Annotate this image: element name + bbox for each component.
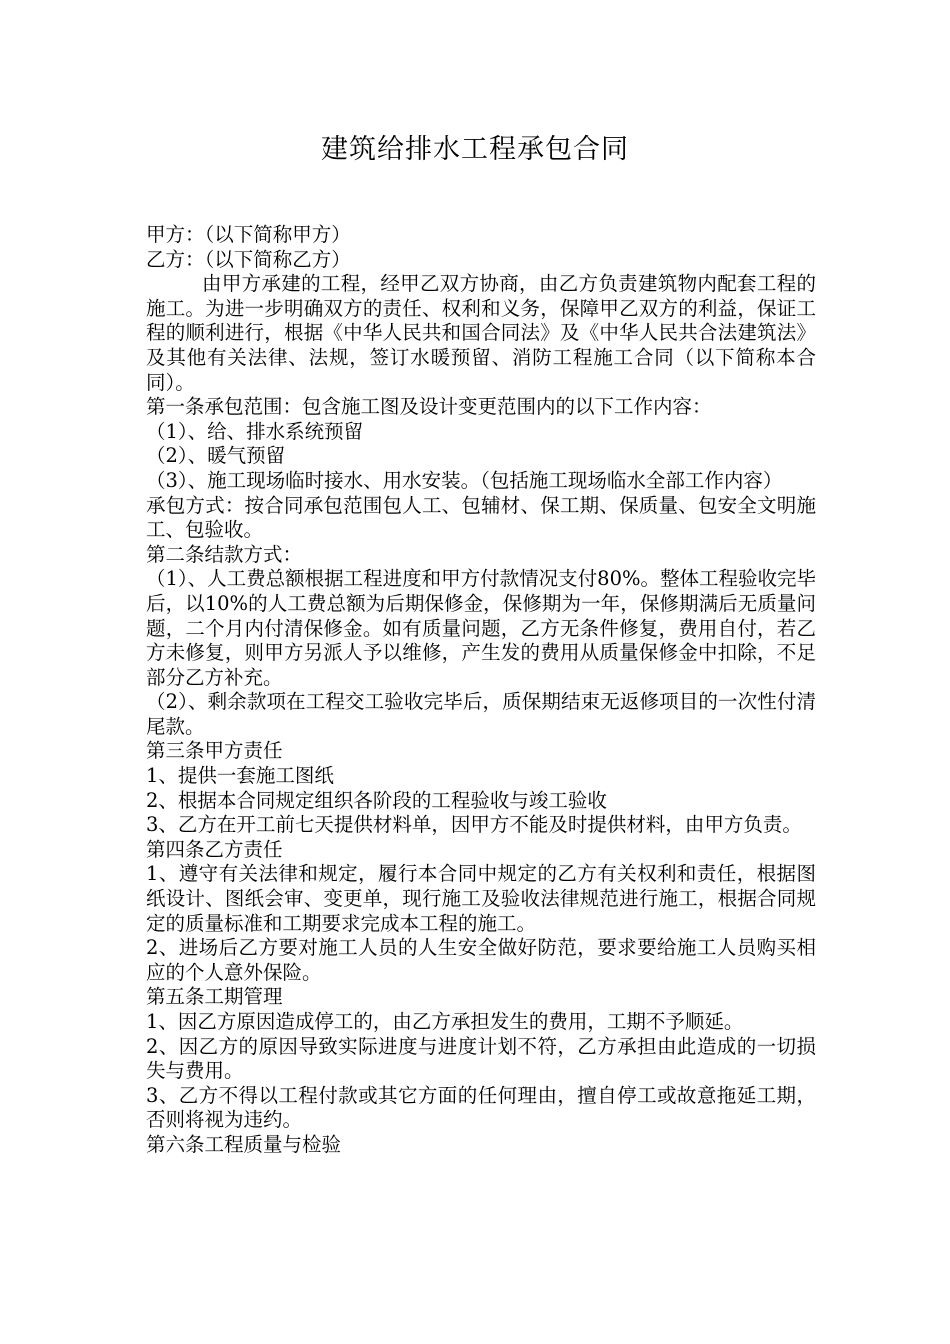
article-2-item-2: （2）、剩余款项在工程交工验收完毕后，质保期结束无返修项目的一次性付清尾款。 [146, 690, 816, 738]
article-3-heading: 第三条甲方责任 [146, 739, 283, 763]
party-a-line: 甲方：（以下简称甲方） [146, 223, 351, 246]
article-5-item-3: 3、乙方不得以工程付款或其它方面的任何理由，擅自停工或故意拖延工期，否则将视为违约。 [146, 1083, 816, 1132]
article-1-item-1: （1）、给、排水系统预留 [146, 419, 364, 443]
document-body [146, 223, 816, 1158]
article-2-heading: 第二条结款方式： [146, 542, 303, 566]
article-3-item-1: 1、提供一套施工图纸 [146, 764, 334, 788]
article-2-item-1: （1）、人工费总额根据工程进度和甲方付款情况支付80%。整体工程验收完毕后，以10%的人工费总额为后期保修金，保修期为一年，保修期满后无质量问题，二个月内付清保修金。如有质量问题，乙方无条件修复，费用自付，若乙方未修复，则甲方另派人予以维修，产生发的费用从质量保修金中扣除，不足部分乙方补充。 [146, 567, 816, 689]
article-1-item-3: （3）、施工现场临时接水、用水安装。（包括施工现场临水全部工作内容） [146, 468, 783, 492]
article-5-item-2: 2、因乙方的原因导致实际进度与进度计划不符，乙方承担由此造成的一切损失与费用。 [146, 1034, 816, 1083]
article-4-item-1: 1、遵守有关法律和规定，履行本合同中规定的乙方有关权利和责任，根据图纸设计、图纸会审、变更单，现行施工及验收法律规范进行施工，根据合同规定的质量标准和工期要求完成本工程的施工。 [146, 862, 816, 935]
article-1-heading: 第一条承包范围：包含施工图及设计变更范围内的以下工作内容： [146, 395, 712, 419]
preamble-paragraph: 由甲方承建的工程，经甲乙双方协商，由乙方负责建筑物内配套工程的施工。为进一步明确双方的责任、权利和义务，保障甲乙双方的利益，保证工程的顺利进行，根据《中华人民共和国合同法》及《中华人民共合法建筑法》及其他有关法律、法规，签订水暖预留、消防工程施工合同（以下简称本合同）。 [146, 272, 816, 394]
article-5-heading: 第五条工期管理 [146, 985, 283, 1009]
contract-method-paragraph: 承包方式：按合同承包范围包人工、包辅材、保工期、保质量、包安全文明施工、包验收。 [146, 493, 816, 542]
article-3-item-2: 2、根据本合同规定组织各阶段的工程验收与竣工验收 [146, 788, 607, 812]
article-5-item-1: 1、因乙方原因造成停工的，由乙方承担发生的费用，工期不予顺延。 [146, 1010, 744, 1033]
party-b-line: 乙方：（以下简称乙方） [146, 247, 351, 271]
article-4-item-2: 2、进场后乙方要对施工人员的人生安全做好防范，要求要给施工人员购买相应的个人意外保险。 [146, 936, 816, 984]
article-3-item-3: 3、乙方在开工前七天提供材料单，因甲方不能及时提供材料，由甲方负责。 [146, 813, 802, 837]
document-title: 建筑给排水工程承包合同 [321, 134, 629, 165]
article-6-heading: 第六条工程质量与检验 [146, 1132, 342, 1156]
article-4-heading: 第四条乙方责任 [146, 837, 283, 861]
article-1-item-2: （2）、暖气预留 [146, 444, 286, 468]
